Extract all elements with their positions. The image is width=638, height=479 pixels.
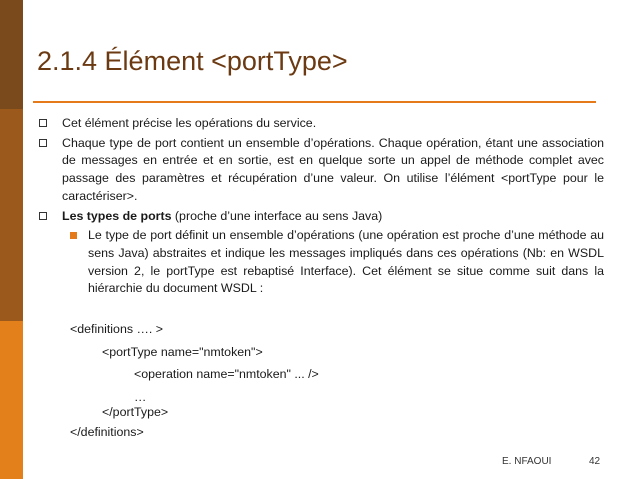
square-bullet-icon	[70, 232, 77, 239]
code-line: <operation name="nmtoken" ... />	[134, 367, 319, 381]
bullet-text: Chaque type de port contient un ensemble d’opérations. Chaque opération, étant une association de messages en entrée et en sortie, est en quelque sorte un appel de méthode complet avec passage des paramètres et récupération d’une valeur. On utilise l’élément <portType pour le caractériser>.	[62, 135, 604, 203]
decor-bar-top	[0, 0, 23, 109]
decor-bar-middle	[0, 109, 23, 321]
bullet-bold-text: Les types de ports	[62, 208, 172, 223]
code-line: <portType name="nmtoken">	[102, 345, 263, 359]
bullet-text: (proche d’une interface au sens Java)	[171, 208, 383, 223]
checkbox-bullet-icon	[39, 139, 47, 147]
footer-page-number: 42	[589, 456, 601, 467]
sub-bullet-text: Le type de port définit un ensemble d’opérations (une opération est proche d’une méthode au sens Java) abstraites et indique les messages impliqués dans ces opérations (Nb: en WSDL version 2, le portType est rebaptisé Interface). Cet élément se situe comme suit dans la hiérarchie du document WSDL :	[88, 228, 604, 296]
title-underline	[33, 101, 596, 103]
checkbox-bullet-icon	[39, 212, 47, 220]
slide-title: 2.1.4 Élément <portType>	[37, 46, 348, 76]
bullet-item	[37, 135, 604, 206]
checkbox-bullet-icon	[39, 119, 47, 127]
bullet-text: Cet élément précise les opérations du service.	[62, 116, 317, 130]
code-line: …	[134, 390, 147, 404]
footer-author: E. NFAOUI	[502, 456, 552, 467]
bullet-item	[37, 208, 604, 226]
code-line: </portType>	[102, 405, 169, 419]
code-line: </definitions>	[70, 425, 144, 439]
slide-content	[37, 115, 604, 298]
bullet-item	[37, 115, 604, 133]
decor-bar-bottom	[0, 321, 23, 479]
sub-bullet-item	[37, 227, 604, 298]
code-line: <definitions …. >	[70, 322, 163, 336]
